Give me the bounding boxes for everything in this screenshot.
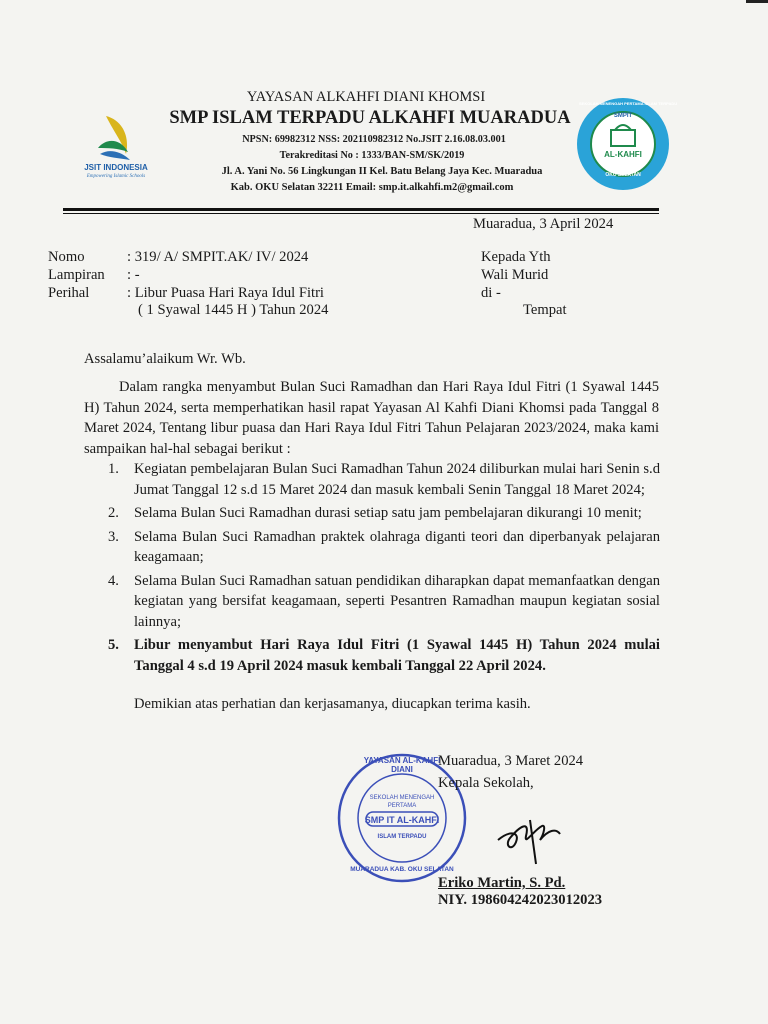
intro-paragraph: Dalam rangka menyambut Bulan Suci Ramadhan dan Hari Raya Idul Fitri (1 Syawal 1445 H) Tahun 2024, serta memperhatikan hasil rapat Yayasan Al Kahfi Diani Khomsi pada Tanggal 8 Maret 2024, Tentang libur puasa dan Hari Raya Idul Fitri Tahun Pelajaran 2023/2024, maka kami sampaikan hal-hal sebagai berikut : <box>84 379 659 457</box>
perihal-value-1: : Libur Puasa Hari Raya Idul Fitri <box>127 285 324 301</box>
perihal-value-2: ( 1 Syawal 1445 H ) Tahun 2024 <box>138 302 329 318</box>
jsit-logo-tagline: Empowering Islamic Schools <box>86 174 146 179</box>
school-address-2: Kab. OKU Selatan 32211 Email: smp.it.alkahfi.m2@gmail.com <box>230 182 514 193</box>
stamp-ring-bottom: MUARADUA KAB. OKU SELATAN <box>350 866 454 873</box>
alkahfi-logo-bottom: OKU SELATAN <box>605 172 641 178</box>
lampiran-label: Lampiran <box>48 267 105 283</box>
school-npsn: NPSN: 69982312 NSS: 202110982312 No.JSIT 2.16.08.03.001 <box>242 134 506 145</box>
recipient-line-4: Tempat <box>523 302 567 318</box>
stamp-line-1: SEKOLAH MENENGAH <box>369 795 435 801</box>
letter-date: Muaradua, 3 April 2024 <box>473 216 614 232</box>
perihal-label: Perihal <box>48 285 90 301</box>
stamp-ring-top: YAYASAN AL-KAHFI DIANI <box>363 756 441 774</box>
list-item: 4. Selama Bulan Suci Ramadhan satuan pendidikan diharapkan dapat memanfaatkan dengan kegiatan yang bersifat keagamaan, seperti Pesantren Ramadhan maupun kegiatan sosial lainnya; <box>108 572 660 630</box>
lampiran-value: : - <box>127 267 140 283</box>
closing-text: Demikian atas perhatian dan kerjasamanya, diucapkan terima kasih. <box>134 696 531 712</box>
recipient-line-1: Kepada Yth <box>481 249 551 265</box>
signature-place-date: Muaradua, 3 Maret 2024 <box>438 753 584 769</box>
signatory-niy: NIY. 198604242023012023 <box>438 892 603 908</box>
stamp-line-3: SMP IT AL-KAHFI <box>364 815 440 825</box>
school-accreditation: Terakreditasi No : 1333/BAN-SM/SK/2019 <box>279 150 465 161</box>
nomor-value: : 319/ A/ SMPIT.AK/ IV/ 2024 <box>127 249 309 265</box>
handwritten-signature <box>490 800 580 870</box>
greeting: Assalamu’alaikum Wr. Wb. <box>84 351 246 367</box>
corner-mark <box>746 0 768 3</box>
alkahfi-logo-center: AL-KAHFI <box>604 150 642 159</box>
stamp-line-2: PERTAMA <box>387 803 417 809</box>
signature-position: Kepala Sekolah, <box>438 775 534 791</box>
school-address-1: Jl. A. Yani No. 56 Lingkungan II Kel. Batu Belang Jaya Kec. Muaradua <box>221 166 543 177</box>
school-name: SMP ISLAM TERPADU ALKAHFI MUARADUA <box>169 108 571 128</box>
signature-scribble-icon <box>490 800 580 870</box>
alkahfi-logo-small: SMPIT <box>613 113 633 119</box>
stamp-line-4: ISLAM TERPADU <box>377 834 427 840</box>
recipient-line-2: Wali Murid <box>481 267 549 283</box>
list-item: 2. Selama Bulan Suci Ramadhan durasi setiap satu jam pembelajaran dikurangi 10 menit; <box>108 505 642 521</box>
list-item: 3. Selama Bulan Suci Ramadhan praktek olahraga diganti teori dan diperbanyak pelajaran keagamaan; <box>108 528 660 565</box>
signatory-name: Eriko Martin, S. Pd. <box>438 875 566 891</box>
recipient-line-3: di - <box>481 285 501 301</box>
header-divider <box>63 208 659 211</box>
foundation-name: YAYASAN ALKAHFI DIANI KHOMSI <box>246 89 486 105</box>
list-item-holiday: 5. Libur menyambut Hari Raya Idul Fitri (1 Syawal 1445 H) Tahun 2024 mulai Tanggal 4 s.d 19 April 2024 masuk kembali Tanggal 22 April 2024. <box>108 637 660 674</box>
list-item: 1. Kegiatan pembelajaran Bulan Suci Ramadhan Tahun 2024 diliburkan mulai hari Senin s.d Jumat Tanggal 12 s.d 15 Maret 2024 dan masuk kembali Senin Tanggal 18 Maret 2024; <box>108 461 660 498</box>
nomor-label: Nomo <box>48 249 85 265</box>
jsit-logo-text: JSIT INDONESIA <box>84 163 148 172</box>
alkahfi-logo-ring-text: SEKOLAH MENENGAH PERTAMA ISLAM TERPADU <box>579 101 678 106</box>
instruction-list <box>108 459 660 679</box>
